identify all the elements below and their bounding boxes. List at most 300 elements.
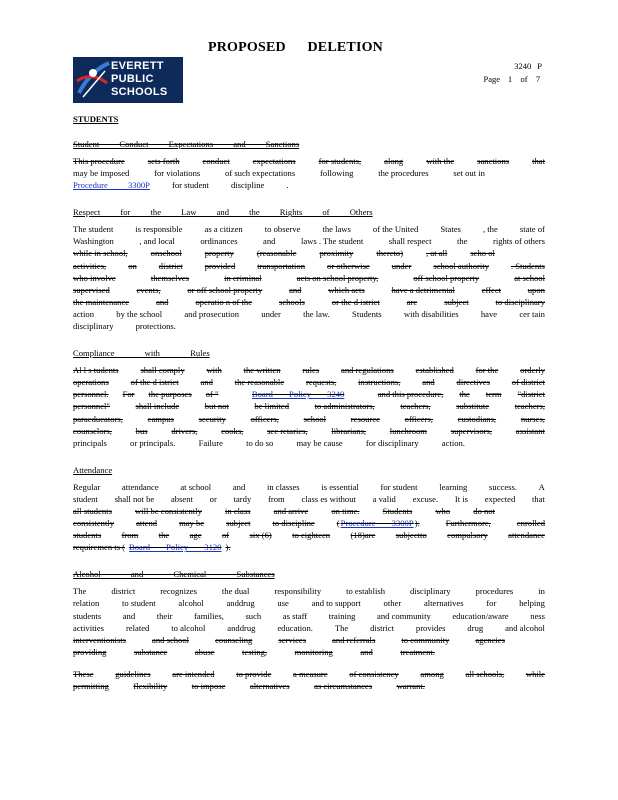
logo-text: EVERETT PUBLIC SCHOOLS bbox=[111, 60, 168, 98]
word: tardy bbox=[233, 493, 252, 504]
word: flexibility bbox=[133, 681, 168, 691]
word: procedures bbox=[475, 586, 514, 597]
word: and bbox=[156, 296, 169, 307]
word: directives bbox=[456, 377, 490, 388]
word: success. bbox=[489, 481, 517, 492]
word: These bbox=[73, 668, 94, 679]
word: ordinances bbox=[200, 236, 238, 247]
word: do not bbox=[473, 505, 495, 516]
word: abuse bbox=[194, 646, 215, 657]
word: upon bbox=[527, 284, 545, 295]
word: sets forth bbox=[147, 156, 180, 166]
title-deletion: DELETION bbox=[307, 40, 383, 55]
word: (18)are bbox=[350, 530, 376, 541]
word: who bbox=[435, 505, 451, 516]
word: will be consistently bbox=[135, 505, 202, 516]
word: the written bbox=[243, 365, 281, 376]
word: class es without bbox=[301, 493, 356, 504]
word: alternatives bbox=[249, 681, 290, 691]
word: operatio n of the bbox=[195, 296, 253, 307]
word: custodians, bbox=[457, 413, 497, 424]
word: assistant bbox=[515, 425, 545, 436]
word: and this procedure, bbox=[377, 389, 444, 400]
word: attendance bbox=[508, 530, 545, 541]
word: compulsory bbox=[447, 530, 488, 541]
word: , at all bbox=[426, 248, 448, 259]
word: with disabilities bbox=[403, 308, 459, 319]
word: and arrive bbox=[273, 505, 309, 516]
word: permitting bbox=[73, 681, 109, 691]
word: drivers, bbox=[171, 425, 198, 436]
paragraph-attendance bbox=[73, 481, 545, 554]
word: Regular bbox=[73, 481, 101, 492]
text-line bbox=[73, 634, 545, 646]
word: property bbox=[204, 248, 234, 259]
main-heading: STUDENTS bbox=[73, 114, 119, 124]
word: to eighteen bbox=[292, 530, 331, 541]
word: Students bbox=[382, 505, 413, 516]
word: ). bbox=[414, 518, 420, 529]
word: the law. bbox=[303, 308, 330, 319]
section-title-attendance: Attendance bbox=[73, 464, 113, 475]
word: Students bbox=[352, 308, 382, 319]
word: learning bbox=[439, 481, 468, 492]
word: the bbox=[158, 530, 170, 541]
word: and school bbox=[152, 634, 190, 645]
word: district bbox=[158, 260, 183, 271]
word: and bbox=[263, 236, 276, 247]
text-run bbox=[415, 517, 545, 529]
word: librarians, bbox=[331, 425, 366, 436]
word: the procedures bbox=[378, 168, 429, 179]
word: events, bbox=[136, 284, 161, 295]
word: to observe bbox=[264, 224, 301, 235]
word: with the bbox=[426, 156, 455, 166]
section-title-conduct: Student Conduct Expectations and Sanctions bbox=[73, 139, 300, 149]
word: or otherwise bbox=[327, 260, 370, 271]
text-line bbox=[73, 597, 545, 609]
word: or off school property bbox=[187, 284, 263, 295]
word: as circumstances bbox=[314, 681, 373, 691]
word: testing, bbox=[242, 646, 268, 657]
word: the bbox=[459, 389, 470, 400]
word: warrant. bbox=[396, 681, 425, 691]
word: school authority bbox=[433, 260, 489, 271]
word: by the school bbox=[116, 308, 163, 319]
text-line bbox=[73, 223, 545, 235]
text-run bbox=[378, 388, 545, 400]
word: thereto) bbox=[376, 248, 404, 259]
text-line bbox=[73, 308, 545, 320]
section-title-respect: Respect for the Law and the Rights of Others bbox=[73, 207, 373, 218]
word: is responsible bbox=[135, 224, 183, 235]
word: have bbox=[480, 308, 498, 319]
word: disciplinary bbox=[409, 586, 451, 597]
word: may be cause bbox=[296, 437, 343, 448]
word: activities bbox=[73, 622, 105, 633]
word: the laws bbox=[322, 224, 351, 235]
word: to administrators, bbox=[314, 401, 375, 412]
word: to impose bbox=[191, 681, 226, 691]
text-line bbox=[73, 668, 545, 680]
word: and community bbox=[377, 610, 431, 621]
word: shall comply bbox=[140, 365, 185, 376]
word: transportation bbox=[257, 260, 305, 271]
word: term bbox=[485, 389, 502, 400]
word: substitute bbox=[456, 401, 490, 412]
paragraph-guidelines bbox=[73, 668, 545, 692]
word: principals bbox=[73, 437, 107, 448]
word: A bbox=[538, 481, 545, 492]
word: instructions, bbox=[358, 377, 401, 388]
word: The bbox=[73, 586, 87, 597]
word: for student bbox=[171, 180, 209, 191]
paragraph-conduct bbox=[73, 155, 545, 191]
word: paraeducators, bbox=[73, 413, 123, 424]
paragraph-compliance bbox=[73, 364, 545, 449]
text-line bbox=[73, 400, 545, 412]
document-meta bbox=[483, 60, 542, 86]
word: resource bbox=[350, 413, 380, 424]
word: and bbox=[200, 377, 213, 388]
word: state of bbox=[519, 224, 545, 235]
word: bus bbox=[135, 425, 148, 436]
word: drug bbox=[467, 622, 484, 633]
word: orderly bbox=[520, 365, 545, 376]
word: use bbox=[277, 598, 289, 609]
word: schools bbox=[279, 296, 305, 307]
text-line bbox=[73, 284, 545, 296]
word: of such expectations bbox=[225, 168, 296, 179]
word: at school bbox=[180, 481, 212, 492]
word: of district bbox=[511, 377, 545, 388]
word: the dual bbox=[221, 586, 250, 597]
word: to student bbox=[122, 598, 156, 609]
word: from bbox=[268, 493, 285, 504]
word: provides bbox=[415, 622, 446, 633]
text-line bbox=[73, 541, 545, 553]
word: the reasonable bbox=[234, 377, 285, 388]
word: and bbox=[422, 377, 435, 388]
word: officers, bbox=[404, 413, 433, 424]
word: lunchroom bbox=[389, 425, 427, 436]
text-line bbox=[73, 179, 545, 191]
word: along bbox=[384, 156, 404, 166]
text-line bbox=[73, 260, 545, 272]
word: interventionists bbox=[73, 634, 126, 645]
word: for students, bbox=[318, 156, 362, 166]
word: families, bbox=[194, 610, 224, 621]
text-line bbox=[73, 505, 545, 517]
word: but not bbox=[204, 401, 229, 412]
text-line bbox=[73, 425, 545, 437]
word: to community bbox=[401, 634, 450, 645]
word: are intended bbox=[172, 668, 215, 679]
word: students bbox=[73, 610, 102, 621]
word: age bbox=[189, 530, 202, 541]
document-body bbox=[73, 114, 545, 707]
word: counseling bbox=[215, 634, 253, 645]
word: enrolled bbox=[516, 518, 545, 529]
word: school bbox=[303, 413, 327, 424]
word: For bbox=[122, 389, 135, 400]
word: . bbox=[286, 180, 289, 191]
word: of consistency bbox=[349, 668, 399, 679]
word: onschool bbox=[150, 248, 182, 259]
word: in classes bbox=[266, 481, 300, 492]
word: while bbox=[525, 668, 545, 679]
word: sec retaries, bbox=[267, 425, 308, 436]
word: on time. bbox=[331, 505, 360, 516]
word: training bbox=[328, 610, 356, 621]
word: operations bbox=[73, 377, 109, 388]
word: sanctions bbox=[477, 156, 510, 166]
word: , and local bbox=[139, 236, 175, 247]
word: following bbox=[320, 168, 354, 179]
word: expected bbox=[484, 493, 516, 504]
word: The bbox=[334, 622, 349, 633]
word: their bbox=[156, 610, 173, 621]
word: who involve bbox=[73, 272, 116, 283]
word: or principals. bbox=[130, 437, 176, 448]
word: established bbox=[415, 365, 454, 376]
page-indicator: Page 1 of 7 bbox=[483, 74, 541, 84]
word: to discipline bbox=[272, 518, 315, 529]
word: "district bbox=[517, 389, 545, 400]
word: shall not be bbox=[114, 493, 155, 504]
logo-swoosh-icon bbox=[75, 59, 111, 101]
text-line bbox=[73, 167, 545, 179]
text-line bbox=[73, 529, 545, 541]
word: district bbox=[370, 622, 394, 633]
text-line bbox=[73, 296, 545, 308]
word: consistently bbox=[73, 518, 115, 529]
word: This procedure bbox=[73, 156, 125, 166]
word: The student bbox=[73, 224, 114, 235]
word: requests, bbox=[305, 377, 337, 388]
word: discipline bbox=[230, 180, 265, 191]
word: conduct bbox=[202, 156, 230, 166]
word: disciplinary bbox=[73, 321, 114, 332]
word: while in school, bbox=[73, 248, 128, 259]
word: as staff bbox=[282, 610, 308, 621]
word: It is bbox=[454, 493, 468, 504]
word: and alcohol bbox=[505, 622, 545, 633]
text-line bbox=[73, 493, 545, 505]
section-title-compliance: Compliance with Rules bbox=[73, 348, 210, 359]
word: Failure bbox=[198, 437, 223, 448]
text-run bbox=[172, 179, 289, 191]
district-logo bbox=[73, 57, 183, 103]
text-line bbox=[73, 320, 545, 332]
word: relation bbox=[73, 598, 100, 609]
paragraph-alcohol bbox=[73, 585, 545, 658]
word: subject bbox=[444, 296, 469, 307]
word: in bbox=[538, 586, 545, 597]
policy-code: 3240 P bbox=[514, 61, 542, 71]
text-run: ). bbox=[225, 542, 231, 553]
word: student bbox=[73, 493, 98, 504]
word: at school bbox=[514, 272, 545, 283]
word: such bbox=[245, 610, 262, 621]
word: guidelines bbox=[115, 668, 151, 679]
word: with bbox=[206, 365, 222, 376]
word: for bbox=[486, 598, 497, 609]
word: the purposes bbox=[148, 389, 192, 400]
word: for the bbox=[475, 365, 499, 376]
word: for disciplinary bbox=[365, 437, 419, 448]
word: services bbox=[278, 634, 307, 645]
word: the maintenance bbox=[73, 296, 130, 307]
word: under bbox=[391, 260, 412, 271]
page-title bbox=[208, 40, 383, 56]
word: subjectto bbox=[395, 530, 427, 541]
board-policy-3120-link[interactable]: Board Policy 3120 bbox=[129, 542, 222, 553]
word: students bbox=[73, 530, 102, 541]
text-line bbox=[73, 517, 545, 529]
word: district bbox=[111, 586, 136, 597]
word: Al l s tudents bbox=[73, 365, 119, 376]
word: attend bbox=[136, 518, 158, 529]
word: agencies bbox=[475, 634, 505, 645]
word: protections. bbox=[135, 321, 176, 332]
word: supervised bbox=[73, 284, 110, 295]
word: teachers, bbox=[400, 401, 431, 412]
word: personnel. bbox=[73, 389, 109, 400]
text-line bbox=[73, 646, 545, 658]
word: proximity bbox=[319, 248, 354, 259]
word: and referrals bbox=[332, 634, 376, 645]
word: among bbox=[420, 668, 444, 679]
word: ( bbox=[336, 518, 340, 529]
word: shall respect bbox=[388, 236, 432, 247]
word: treatment. bbox=[400, 646, 435, 657]
word: to disciplinary bbox=[495, 296, 545, 307]
word: a measure bbox=[293, 668, 328, 679]
word: responsibility bbox=[274, 586, 322, 597]
word: . Students bbox=[510, 260, 545, 271]
word: cer tain bbox=[519, 308, 545, 319]
word: from bbox=[121, 530, 139, 541]
text-line bbox=[73, 680, 545, 692]
section-title-alcohol: Alcohol and Chemical Substances bbox=[73, 569, 275, 580]
word: that bbox=[532, 156, 545, 166]
word: nurses, bbox=[520, 413, 545, 424]
word: six (6) bbox=[249, 530, 272, 541]
text-line bbox=[73, 272, 545, 284]
word: activities, bbox=[73, 260, 107, 271]
word: laws . The student bbox=[300, 236, 364, 247]
word: excuse. bbox=[412, 493, 439, 504]
word: to establish bbox=[346, 586, 386, 597]
word: helping bbox=[519, 598, 545, 609]
word: set out in bbox=[453, 168, 485, 179]
word: of bbox=[221, 530, 230, 541]
text-line bbox=[73, 155, 545, 167]
word: Washington bbox=[73, 236, 114, 247]
text-line bbox=[73, 247, 545, 259]
word: rules bbox=[302, 365, 320, 376]
word: , the bbox=[482, 224, 498, 235]
word: for violations bbox=[154, 168, 201, 179]
word: substance bbox=[133, 646, 168, 657]
procedure-3300p-link-2[interactable]: Procedure 3300P bbox=[340, 518, 414, 529]
word: themselves bbox=[150, 272, 190, 283]
word: attendance bbox=[121, 481, 159, 492]
word: expectations bbox=[252, 156, 296, 166]
word: and prosecution bbox=[184, 308, 240, 319]
word: security bbox=[198, 413, 226, 424]
word: and bbox=[360, 646, 373, 657]
text-line bbox=[73, 437, 545, 449]
word: alcohol bbox=[178, 598, 204, 609]
word: provided bbox=[204, 260, 236, 271]
word: campus bbox=[147, 413, 174, 424]
word: to do so bbox=[246, 437, 274, 448]
text-run bbox=[73, 388, 219, 400]
word: as a citizen bbox=[204, 224, 243, 235]
word: education. bbox=[277, 622, 313, 633]
text-line bbox=[73, 364, 545, 376]
word: rights of others bbox=[492, 236, 545, 247]
word: and regulations bbox=[341, 365, 394, 376]
word: to alcohol bbox=[171, 622, 206, 633]
text-line bbox=[73, 622, 545, 634]
word: related bbox=[125, 622, 150, 633]
word: action. bbox=[441, 437, 465, 448]
word: the bbox=[456, 236, 468, 247]
word: scho ol bbox=[470, 248, 495, 259]
word: may be imposed bbox=[73, 168, 130, 179]
word: and bbox=[232, 481, 246, 492]
word: other bbox=[383, 598, 402, 609]
word: supervisors, bbox=[450, 425, 493, 436]
word: recognizes bbox=[160, 586, 197, 597]
word: officers, bbox=[250, 413, 279, 424]
text-line bbox=[73, 481, 545, 493]
board-policy-3240-link[interactable]: Board Policy 3240 bbox=[251, 389, 345, 400]
text-line bbox=[73, 413, 545, 425]
word: providing bbox=[73, 646, 107, 657]
word: personnel" bbox=[73, 401, 110, 412]
text-line bbox=[73, 376, 545, 388]
word: effect bbox=[481, 284, 502, 295]
word: teachers, bbox=[514, 401, 545, 412]
word: in criminal bbox=[224, 272, 262, 283]
word: or bbox=[209, 493, 217, 504]
word: and bbox=[289, 284, 302, 295]
word: subject bbox=[226, 518, 251, 529]
word: of the United bbox=[372, 224, 419, 235]
word: be limited bbox=[254, 401, 290, 412]
word: of " bbox=[205, 389, 219, 400]
word: off school property bbox=[413, 272, 480, 283]
word: all students bbox=[73, 505, 112, 516]
word: may be bbox=[179, 518, 205, 529]
word: cooks, bbox=[221, 425, 244, 436]
word: alternatives bbox=[423, 598, 464, 609]
word: shall include bbox=[135, 401, 180, 412]
word: is essential bbox=[321, 481, 359, 492]
word: action bbox=[73, 308, 94, 319]
word: and bbox=[122, 610, 136, 621]
text-line bbox=[73, 610, 545, 622]
word: ness bbox=[530, 610, 545, 621]
text-line bbox=[73, 388, 545, 400]
procedure-3300p-link[interactable]: Procedure 3300P bbox=[73, 180, 150, 191]
word: counselors, bbox=[73, 425, 112, 436]
word: all schools, bbox=[465, 668, 505, 679]
